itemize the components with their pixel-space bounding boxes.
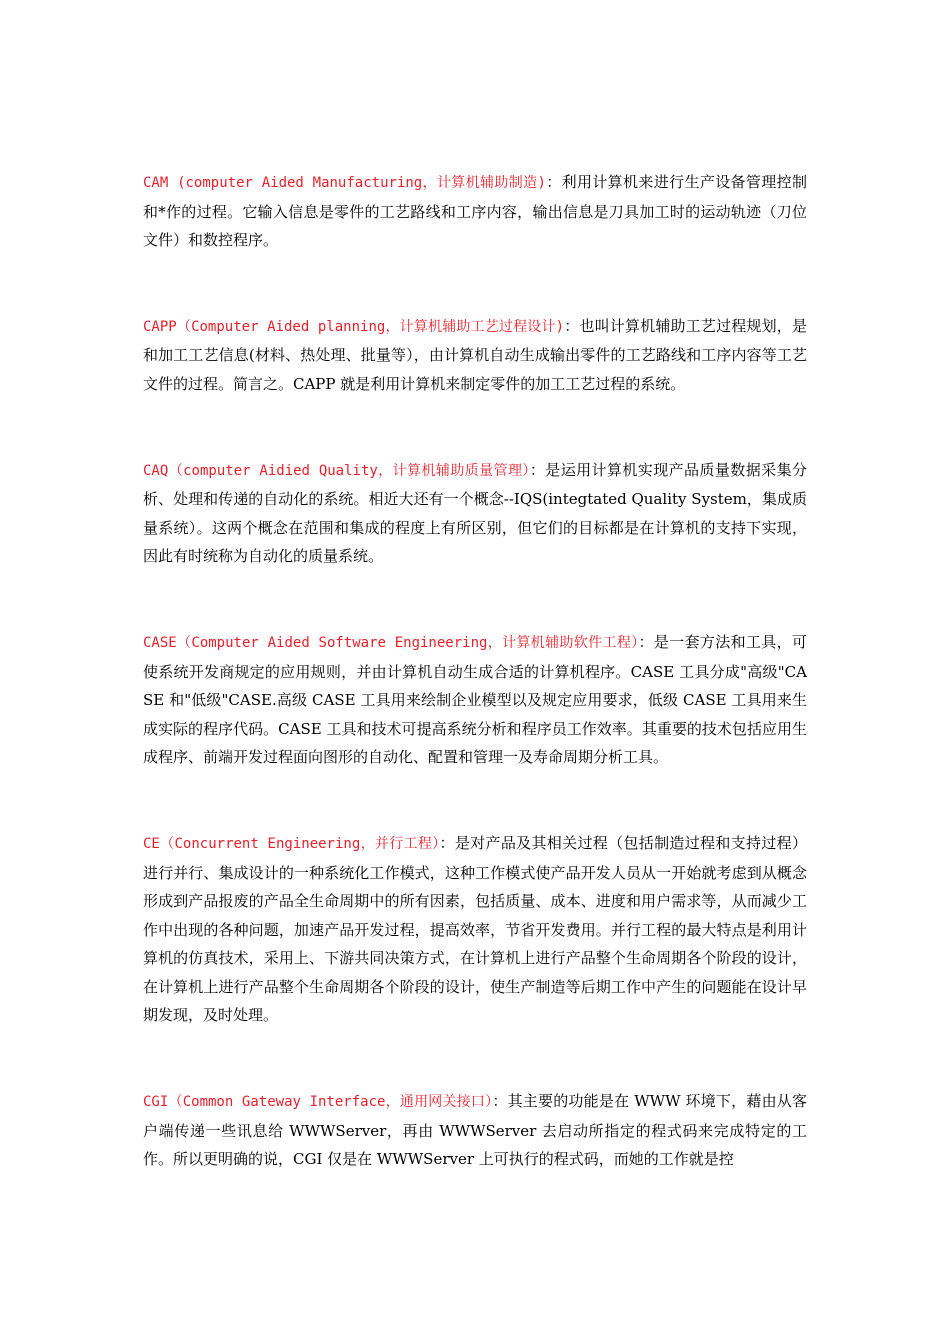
glossary-entry-cam bbox=[143, 168, 807, 255]
definition-cam: ：利用计算机来进行生产设备管理控制和*作的过程。它输入信息是零件的工艺路线和工序内容，输出信息是刀具加工时的运动轨迹（刀位文件）和数控程序。 bbox=[143, 173, 807, 250]
glossary-entry-ce bbox=[143, 829, 807, 1030]
document-page bbox=[143, 168, 807, 1174]
term-capp: CAPP（Computer Aided planning，计算机辅助工艺过程设计) bbox=[143, 318, 565, 335]
glossary-entry-caq bbox=[143, 456, 807, 571]
glossary-entry-cgi bbox=[143, 1087, 807, 1174]
glossary-entry-capp bbox=[143, 312, 807, 399]
definition-caq: ：是运用计算机实现产品质量数据采集分析、处理和传递的自动化的系统。相近大还有一个概念--IQS(integtated Quality System，集成质量系统）。这两个概念在范围和集成的程度上有所区别，但它们的目标都是在计算机的支持下实现，因此有时统称为自动化的质量系统。 bbox=[143, 460, 807, 566]
definition-case: ：是一套方法和工具，可使系统开发商规定的应用规则，并由计算机自动生成合适的计算机程序。CASE 工具分成"高级"CASE 和"低级"CASE.高级 CASE 工具用来绘制企业模型以及规定应用要求，低级 CASE 工具用来生成实际的程序代码。CASE 工具和技术可提高系统分析和程序员工作效率。其重要的技术包括应用生成程序、前端开发过程面向图形的自动化、配置和管理一及寿命周期分析工具。 bbox=[143, 632, 807, 767]
glossary-entry-case bbox=[143, 628, 807, 772]
term-ce: CE（Concurrent Engineering，并行工程） bbox=[143, 835, 440, 852]
definition-cgi: ：其主要的功能是在 WWW 环境下，藉由从客户端传递一些讯息给 WWWServer，再由 WWWServer 去启动所指定的程式码来完成特定的工作。所以更明确的说，CGI 仅是在 WWWServer 上可执行的程式码，而她的工作就是控 bbox=[143, 1092, 807, 1169]
term-caq: CAQ（computer Aidied Quality，计算机辅助质量管理） bbox=[143, 462, 530, 479]
term-cgi: CGI（Common Gateway Interface，通用网关接口） bbox=[143, 1094, 493, 1111]
definition-capp: ：也叫计算机辅助工艺过程规划，是和加工工艺信息(材料、热处理、批量等），由计算机自动生成输出零件的工艺路线和工序内容等工艺文件的过程。简言之。CAPP 就是利用计算机来制定零件的加工工艺过程的系统。 bbox=[143, 316, 807, 393]
definition-ce: ：是对产品及其相关过程（包括制造过程和支持过程）进行并行、集成设计的一种系统化工作模式，这种工作模式使产品开发人员从一开始就考虑到从概念形成到产品报废的产品全生命周期中的所有因素，包括质量、成本、进度和用户需求等，从而减少工作中出现的各种问题，加速产品开发过程，提高效率，节省开发费用。并行工程的最大特点是利用计算机的仿真技术，采用上、下游共同决策方式，在计算机上进行产品整个生命周期各个阶段的设计，在计算机上进行产品整个生命周期各个阶段的设计，使生产制造等后期工作中产生的问题能在设计早期发现，及时处理。 bbox=[143, 833, 807, 1025]
term-case: CASE（Computer Aided Software Engineering，计算机辅助软件工程） bbox=[143, 634, 639, 651]
term-cam: CAM (computer Aided Manufacturing，计算机辅助制造) bbox=[143, 175, 546, 191]
